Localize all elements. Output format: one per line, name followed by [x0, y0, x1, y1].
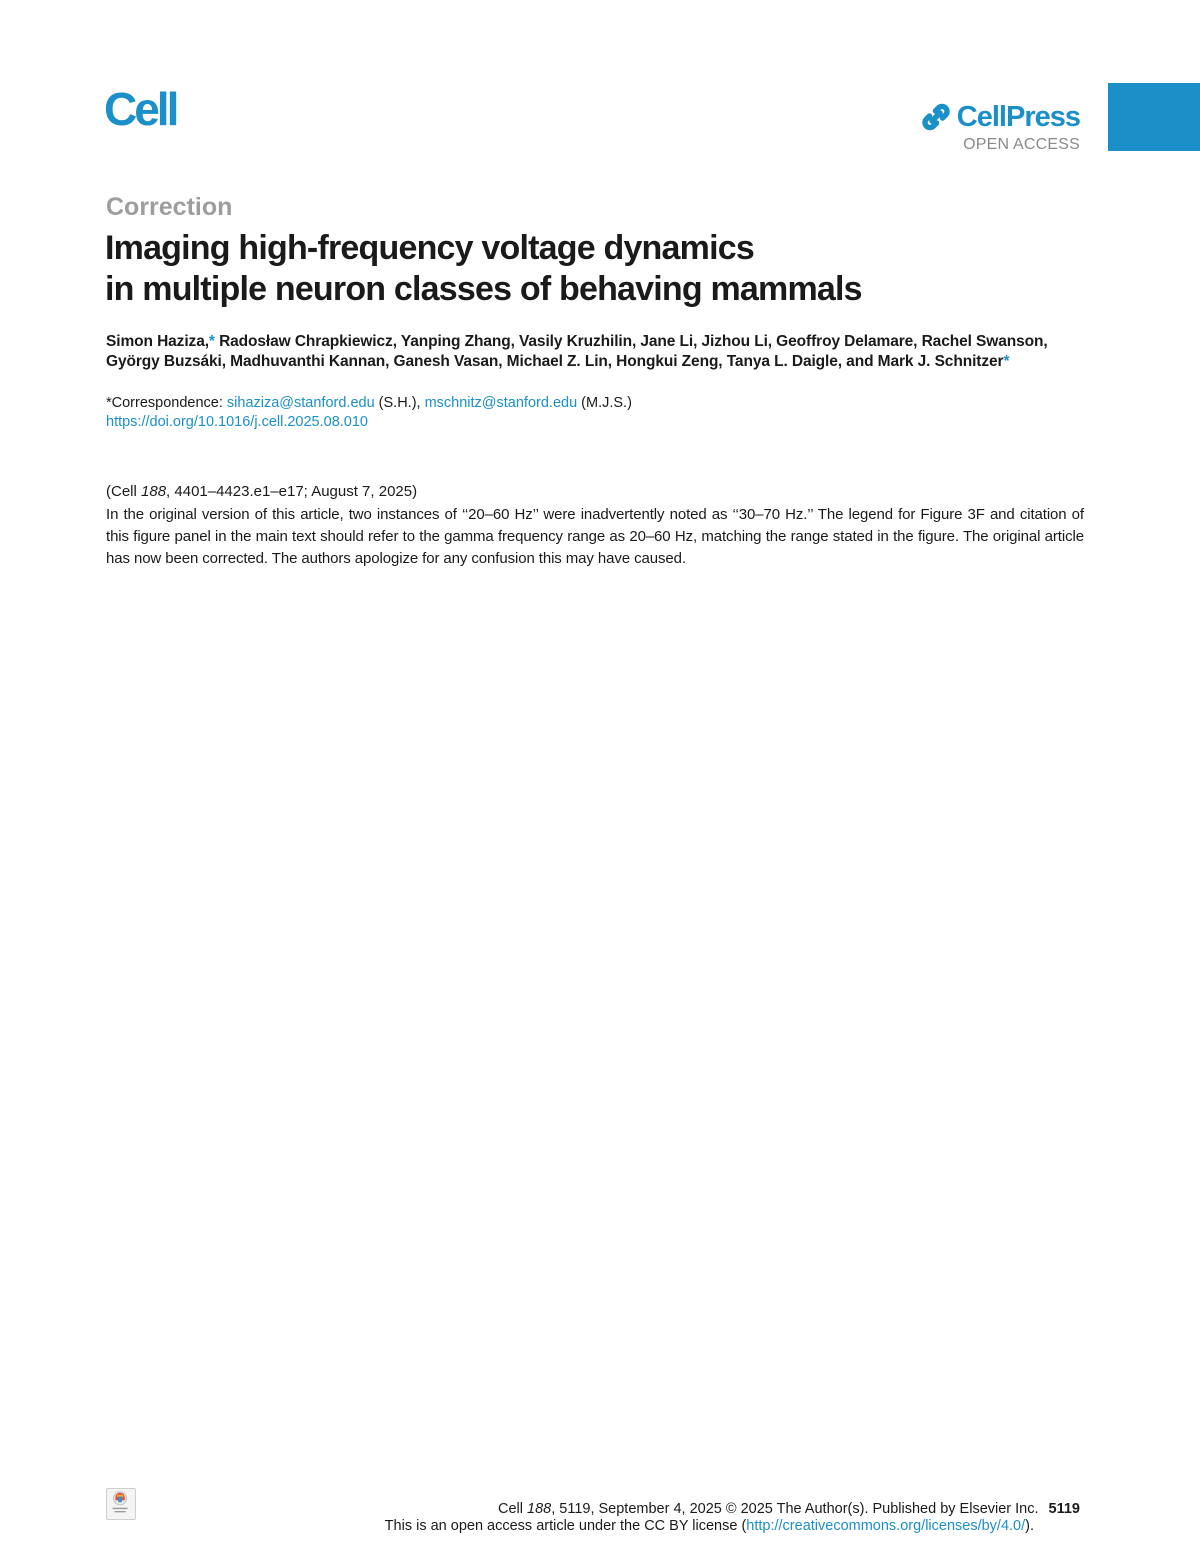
- open-access-label: OPEN ACCESS: [963, 136, 1080, 153]
- citation-volume: 188: [141, 483, 167, 500]
- author-first: Simon Haziza,: [106, 333, 209, 350]
- cellpress-mark-icon: [919, 100, 953, 134]
- doi-link[interactable]: https://doi.org/10.1016/j.cell.2025.08.010: [106, 414, 368, 430]
- correction-text: In the original version of this article, two instances of ‘‘20–60 Hz’’ were inadvertently noted as ‘‘30–70 Hz.’’ The legend for Figure 3F and citation of this figure panel in the main text should refer to the gamma frequency range as 20–60 Hz, matching the range stated in the figure. The original article has now been corrected. The authors apologize for any confusion this may have caused.: [106, 506, 1084, 567]
- title-line-1: Imaging high-frequency voltage dynamics: [105, 229, 754, 267]
- footer-citation: [498, 1500, 1080, 1518]
- license-suffix: ).: [1025, 1518, 1034, 1534]
- corner-color-tab: [1108, 83, 1200, 151]
- publisher-name: CellPress: [956, 100, 1080, 133]
- check-for-updates-icon[interactable]: [106, 1488, 136, 1520]
- article-title: [105, 228, 1105, 310]
- original-citation: [106, 483, 417, 501]
- author-rest: Radosław Chrapkiewicz, Yanping Zhang, Vasily Kruzhilin, Jane Li, Jizhou Li, Geoffroy Delamare, Rachel Swanson, György Buzsáki, Madhuvanthi Kannan, Ganesh Vasan, Michael Z. Lin, Hongkui Zeng, Tanya L. Daigle, and Mark J. Schnitzer: [106, 333, 1048, 370]
- corresponding-mark-1: *: [208, 333, 215, 350]
- license-line: [385, 1517, 1034, 1535]
- license-prefix: This is an open access article under the CC BY license (: [384, 1518, 747, 1534]
- journal-logo: Cell: [104, 83, 177, 135]
- corresponding-mark-2: *: [1003, 353, 1010, 370]
- footer-volume: 188: [527, 1501, 552, 1517]
- article-type: Correction: [106, 193, 233, 221]
- email-link-2[interactable]: mschnitz@stanford.edu: [424, 395, 578, 411]
- email-initials-1: (S.H.),: [374, 395, 425, 411]
- footer-journal: Cell: [497, 1501, 527, 1517]
- page-number: 5119: [1048, 1501, 1080, 1517]
- citation-prefix: (Cell: [106, 483, 142, 500]
- correspondence-label: *Correspondence:: [106, 395, 227, 411]
- title-line-2: in multiple neuron classes of behaving mammals: [105, 270, 862, 308]
- email-initials-2: (M.J.S.): [577, 395, 632, 411]
- publisher-logo: [919, 100, 1080, 153]
- citation-suffix: , 4401–4423.e1–e17; August 7, 2025): [166, 483, 418, 500]
- correspondence-line: [106, 394, 632, 412]
- footer-details: , 5119, September 4, 2025 © 2025 The Author(s). Published by Elsevier Inc.: [551, 1501, 1039, 1517]
- license-link[interactable]: http://creativecommons.org/licenses/by/4.0/: [746, 1518, 1026, 1534]
- author-list: [106, 332, 1096, 372]
- email-link-1[interactable]: sihaziza@stanford.edu: [226, 395, 375, 411]
